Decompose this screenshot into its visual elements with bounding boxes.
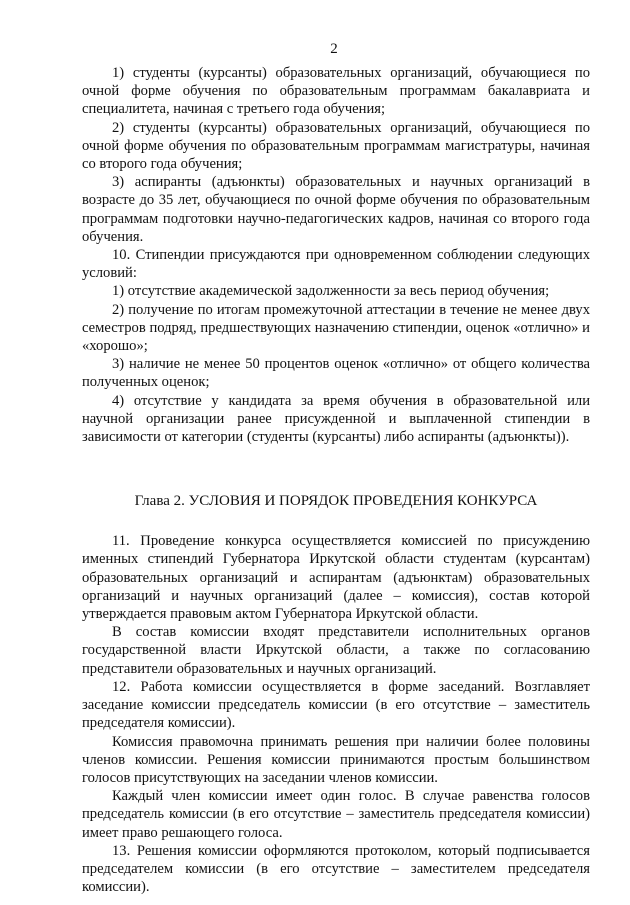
clause-10: 10. Стипендии присуждаются при одновременном соблюдении следующих условий:: [82, 247, 590, 282]
clause-12: 12. Работа комиссии осуществляется в форме заседаний. Возглавляет заседание комиссии председатель комиссии (в его отсутствие – заместитель председателя комиссии).: [82, 678, 590, 732]
commission-composition: В состав комиссии входят представители исполнительных органов государственной власти Иркутской области, а также по согласованию представители образовательных и научных организаций.: [82, 624, 590, 677]
condition-3: 3) наличие не менее 50 процентов оценок «отлично» от общего количества полученных оценок;: [82, 356, 590, 391]
condition-4: 4) отсутствие у кандидата за время обучения в образовательной или научной организации ранее присужденной и выплаченной стипендии в зависимости от категории (студенты (курсанты) либо аспиранты (адъюнкты)).: [82, 392, 590, 446]
chapter-title: Глава 2. УСЛОВИЯ И ПОРЯДОК ПРОВЕДЕНИЯ КОНКУРСА: [134, 493, 538, 510]
voting-paragraph: Каждый член комиссии имеет один голос. В случае равенства голосов председатель комиссии (в его отсутствие – заместитель председателя комиссии) имеет право решающего голоса.: [82, 788, 590, 841]
list-item-students-master: 2) студенты (курсанты) образовательных организаций, обучающиеся по очной форме обучения по образовательным программам магистратуры, начиная со второго года обучения;: [82, 119, 590, 173]
clause-13: 13. Решения комиссии оформляются протоколом, который подписывается председателем комиссии (в его отсутствие – заместителем председателя комиссии).: [82, 842, 590, 896]
clause-11: 11. Проведение конкурса осуществляется комиссией по присуждению именных стипендий Губернатора Иркутской области студентам (курсантам) образовательных организаций и аспирантам (адъюнктам) образовательных организаций и научных организаций (далее – комиссия), состав которой утверждается правовым актом Губернатора Иркутской области.: [82, 533, 590, 623]
list-item-students-bachelor: 1) студенты (курсанты) образовательных организаций, обучающиеся по очной форме обучения по образовательным программам бакалавриата и специалитета, начиная с третьего года обучения;: [82, 65, 590, 118]
condition-2: 2) получение по итогам промежуточной аттестации в течение не менее двух семестров подряд, предшествующих назначению стипендии, оценок «отлично» и «хорошо»;: [82, 301, 590, 355]
list-item-postgraduates: 3) аспиранты (адъюнкты) образовательных и научных организаций в возрасте до 35 лет, обучающиеся по очной форме обучения по образовательным программам подготовки научно-педагогических кадров, начиная со второго года обучения.: [82, 174, 590, 245]
condition-1: 1) отсутствие академической задолженности за весь период обучения;: [112, 283, 550, 300]
document-body: [82, 64, 590, 896]
page-number: 2: [330, 41, 338, 57]
quorum-paragraph: Комиссия правомочна принимать решения при наличии более половины членов комиссии. Решения комиссии принимаются простым большинством голосов присутствующих на заседании членов комиссии.: [82, 733, 590, 786]
